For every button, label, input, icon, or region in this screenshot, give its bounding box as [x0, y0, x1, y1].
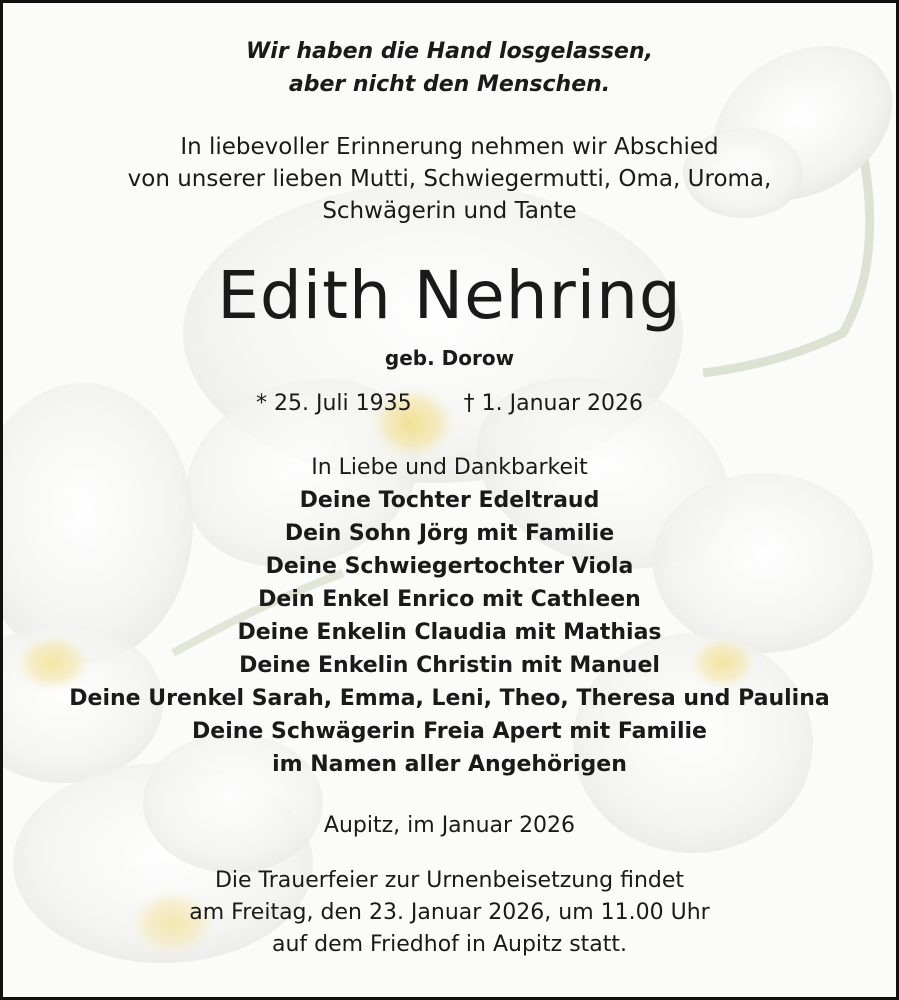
intro-text	[3, 131, 896, 227]
mourner-line: Deine Enkelin Christin mit Manuel	[239, 653, 660, 678]
life-dates	[3, 389, 896, 419]
mourner-line: Deine Tochter Edeltraud	[299, 488, 600, 513]
service-line: am Freitag, den 23. Januar 2026, um 11.00 Uhr	[189, 900, 710, 925]
mourner-line: Deine Urenkel Sarah, Emma, Leni, Theo, Theresa und Paulina	[69, 686, 830, 711]
service-info	[3, 865, 896, 961]
motto	[3, 35, 896, 101]
mourner-line: Dein Sohn Jörg mit Familie	[284, 521, 615, 546]
birth-date: * 25. Juli 1935	[256, 391, 412, 416]
mourners-lead: In Liebe und Dankbarkeit	[311, 455, 588, 480]
service-line: Die Trauerfeier zur Urnenbeisetzung findet	[214, 868, 685, 893]
mourner-line: Deine Schwägerin Freia Apert mit Familie	[192, 719, 707, 744]
mourner-line: im Namen aller Angehörigen	[272, 752, 627, 777]
intro-line: von unserer lieben Mutti, Schwiegermutti, Oma, Uroma,	[127, 166, 772, 192]
motto-line: Wir haben die Hand losgelassen,	[246, 39, 653, 64]
motto-line: aber nicht den Menschen.	[288, 72, 611, 97]
deceased-name: Edith Nehring	[217, 257, 682, 334]
maiden-name: geb. Dorow	[384, 346, 515, 370]
mourner-line: Deine Schwiegertochter Viola	[265, 554, 634, 579]
intro-line: In liebevoller Erinnerung nehmen wir Abschied	[180, 134, 719, 160]
death-date: † 1. Januar 2026	[463, 391, 643, 416]
mourner-line: Deine Enkelin Claudia mit Mathias	[237, 620, 662, 645]
service-line: auf dem Friedhof in Aupitz statt.	[271, 932, 628, 957]
mourner-line: Dein Enkel Enrico mit Cathleen	[258, 587, 641, 612]
mourners-list	[3, 451, 896, 781]
place-date: Aupitz, im Januar 2026	[323, 813, 576, 838]
intro-line: Schwägerin und Tante	[322, 198, 577, 224]
